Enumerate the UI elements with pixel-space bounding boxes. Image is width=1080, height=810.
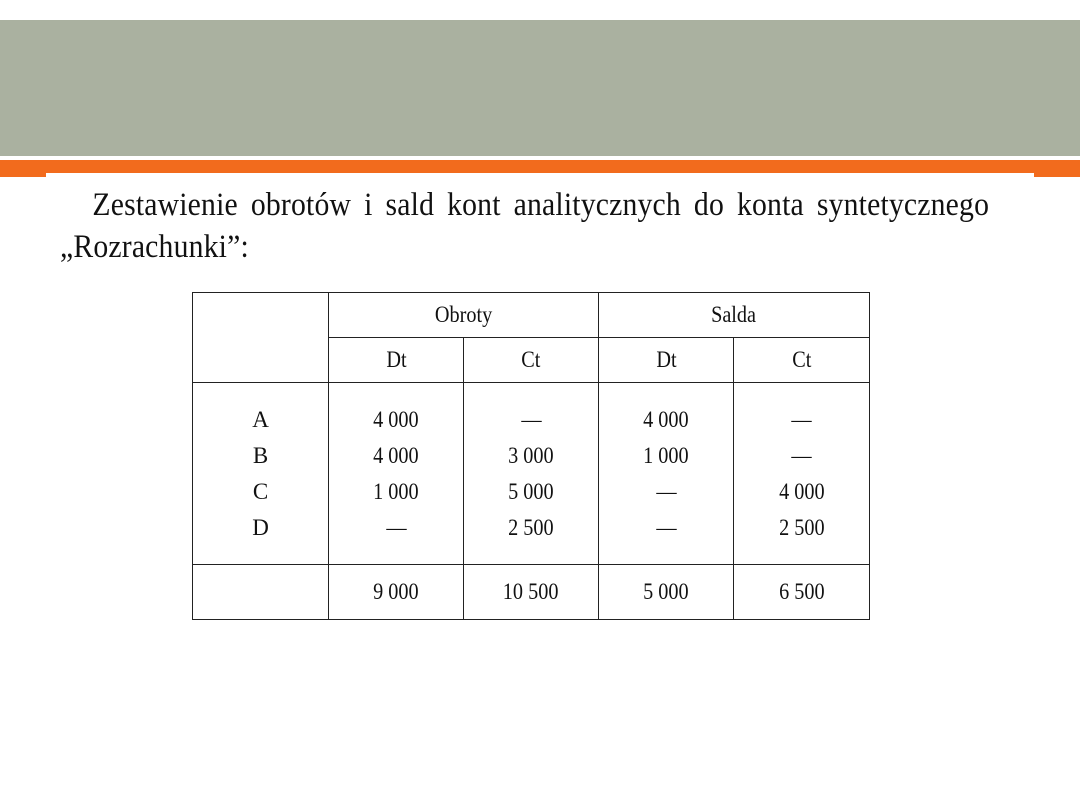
title-banner [0,20,1080,156]
cell-value: 1 000 [373,478,419,504]
accounts-body-row [193,383,870,565]
cell-value: 5 000 [508,478,554,504]
total-obroty-ct: 10 500 [464,564,599,619]
cell-value: — [655,478,677,504]
cell-value: 3 000 [508,442,554,468]
row-label: D [252,514,269,540]
heading-line-1: Zestawienie obrotów i sald kont analitycznych do konta syntetycznego [92,187,990,223]
cell-value: — [655,514,677,540]
group-header-row [193,293,870,338]
row-label: C [252,478,269,504]
cell-value: 2 500 [508,514,554,540]
header-obroty: Obroty [329,293,599,338]
turnover-balance-table [192,292,869,620]
header-obroty-ct: Ct [464,338,599,383]
obroty-ct-values [464,383,599,565]
salda-dt-values [599,383,734,565]
header-salda-ct: Ct [734,338,870,383]
header-salda: Salda [599,293,870,338]
totals-row [193,564,870,619]
cell-value: — [520,406,542,432]
slide-heading [60,184,990,268]
total-obroty-dt: 9 000 [329,564,464,619]
accent-divider [46,173,1034,177]
row-label: B [252,442,269,468]
cell-value: — [791,406,812,432]
cell-value: 1 000 [643,442,689,468]
cell-value: 4 000 [373,442,419,468]
heading-line-2: „Rozrachunki”: [60,229,249,265]
corner-cell [193,293,329,383]
cell-value: 4 000 [778,478,825,504]
header-obroty-dt: Dt [329,338,464,383]
total-salda-ct: 6 500 [734,564,870,619]
accounts-table [192,292,870,620]
cell-value: 4 000 [373,406,419,432]
obroty-dt-values [329,383,464,565]
cell-value: — [791,442,812,468]
total-salda-dt: 5 000 [599,564,734,619]
account-labels [193,383,329,565]
cell-value: — [385,514,407,540]
totals-label-cell [193,564,329,619]
salda-ct-values [734,383,870,565]
cell-value: 4 000 [643,406,689,432]
row-label: A [252,406,269,432]
header-salda-dt: Dt [599,338,734,383]
cell-value: 2 500 [778,514,825,540]
